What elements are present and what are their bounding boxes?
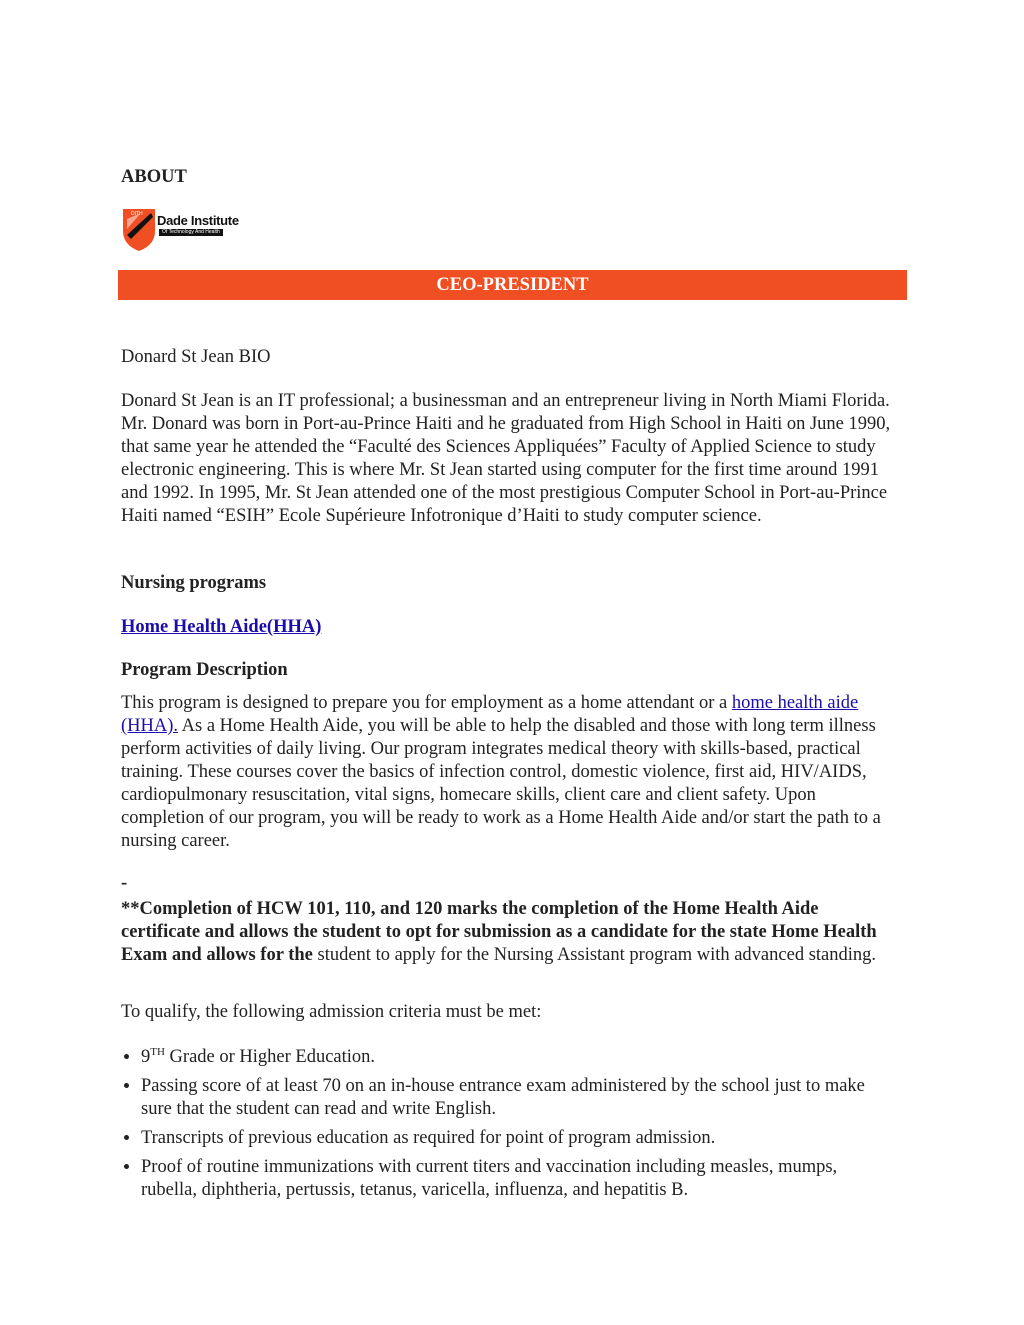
ceo-president-banner: CEO-PRESIDENT (118, 270, 907, 300)
criteria-item-grade: • 9TH Grade or Higher Education. (141, 1046, 881, 1069)
criteria-item-transcripts: • Transcripts of previous education as required for point of program admission. (141, 1127, 881, 1150)
bio-paragraph: Donard St Jean is an IT professional; a businessman and an entrepreneur living in North Miami Florida. Mr. Donard was born in Port-au-Prince Haiti and he graduated from High School in Haiti on June 1990, that same year he attended the “Faculté des Sciences Appliquées” Faculty of Applied Science to study electronic engineering. This is where Mr. St Jean started using computer for the first time around 1991 and 1992. In 1995, Mr. St Jean attended one of the most prestigious Computer School in Port-au-Prince Haiti named “ESIH” Ecole Supérieure Infotronique d’Haiti to study computer science. (121, 391, 891, 526)
criteria-item-entrance-exam: • Passing score of at least 70 on an in-house entrance exam administered by the school just to make sure that the student can read and write English. (141, 1075, 881, 1121)
separator-dash: - (121, 873, 128, 893)
logo-name: Dade Institute (157, 213, 239, 228)
page-heading: ABOUT (121, 167, 187, 187)
program-heading (121, 616, 321, 639)
qualify-intro: To qualify, the following admission criteria must be met: (121, 1002, 542, 1022)
dade-institute-logo (121, 205, 239, 253)
completion-paragraph (121, 898, 901, 967)
completion-bold-text: **Completion of HCW 101, 110, and 120 marks the completion of the Home Health Aide certificate and allows the student to opt for submission as a candidate for the state Home Health Exam and allows for the (121, 899, 877, 965)
criteria-item-immunizations: • Proof of routine immunizations with current titers and vaccination including measles, mumps, rubella, diphtheria, pertussis, tetanus, varicella, influenza, and hepatitis B. (141, 1156, 881, 1202)
completion-text: student to apply for the Nursing Assistant program with advanced standing. (312, 945, 877, 965)
admission-criteria-list (101, 1046, 881, 1208)
program-description-paragraph (121, 692, 901, 853)
desc-text-before-link: This program is designed to prepare you for employment as a home attendant or a (121, 693, 732, 713)
logo-tagline: Of Technology And Health (159, 229, 223, 236)
desc-text-after-link: As a Home Health Aide, you will be able to help the disabled and those with long term illness perform activities of daily living. Our program integrates medical theory with skills-based, practical training. These courses cover the basics of infection control, domestic violence, first aid, HIV/AIDS, cardiopulmonary resuscitation, vital signs, homecare skills, client care and client safety. Upon completion of our program, you will be ready to work as a Home Health Aide and/or start the path to a nursing career. (121, 716, 881, 851)
section-title: Nursing programs (121, 573, 267, 593)
program-description-title: Program Description (121, 660, 288, 680)
bio-title: Donard St Jean BIO (121, 347, 271, 367)
home-health-aide-link[interactable]: Home Health Aide(HHA) (121, 617, 322, 637)
logo-badge-text: DITH (131, 211, 143, 217)
hha-inline-link[interactable]: home health aide (HHA). (121, 693, 859, 736)
